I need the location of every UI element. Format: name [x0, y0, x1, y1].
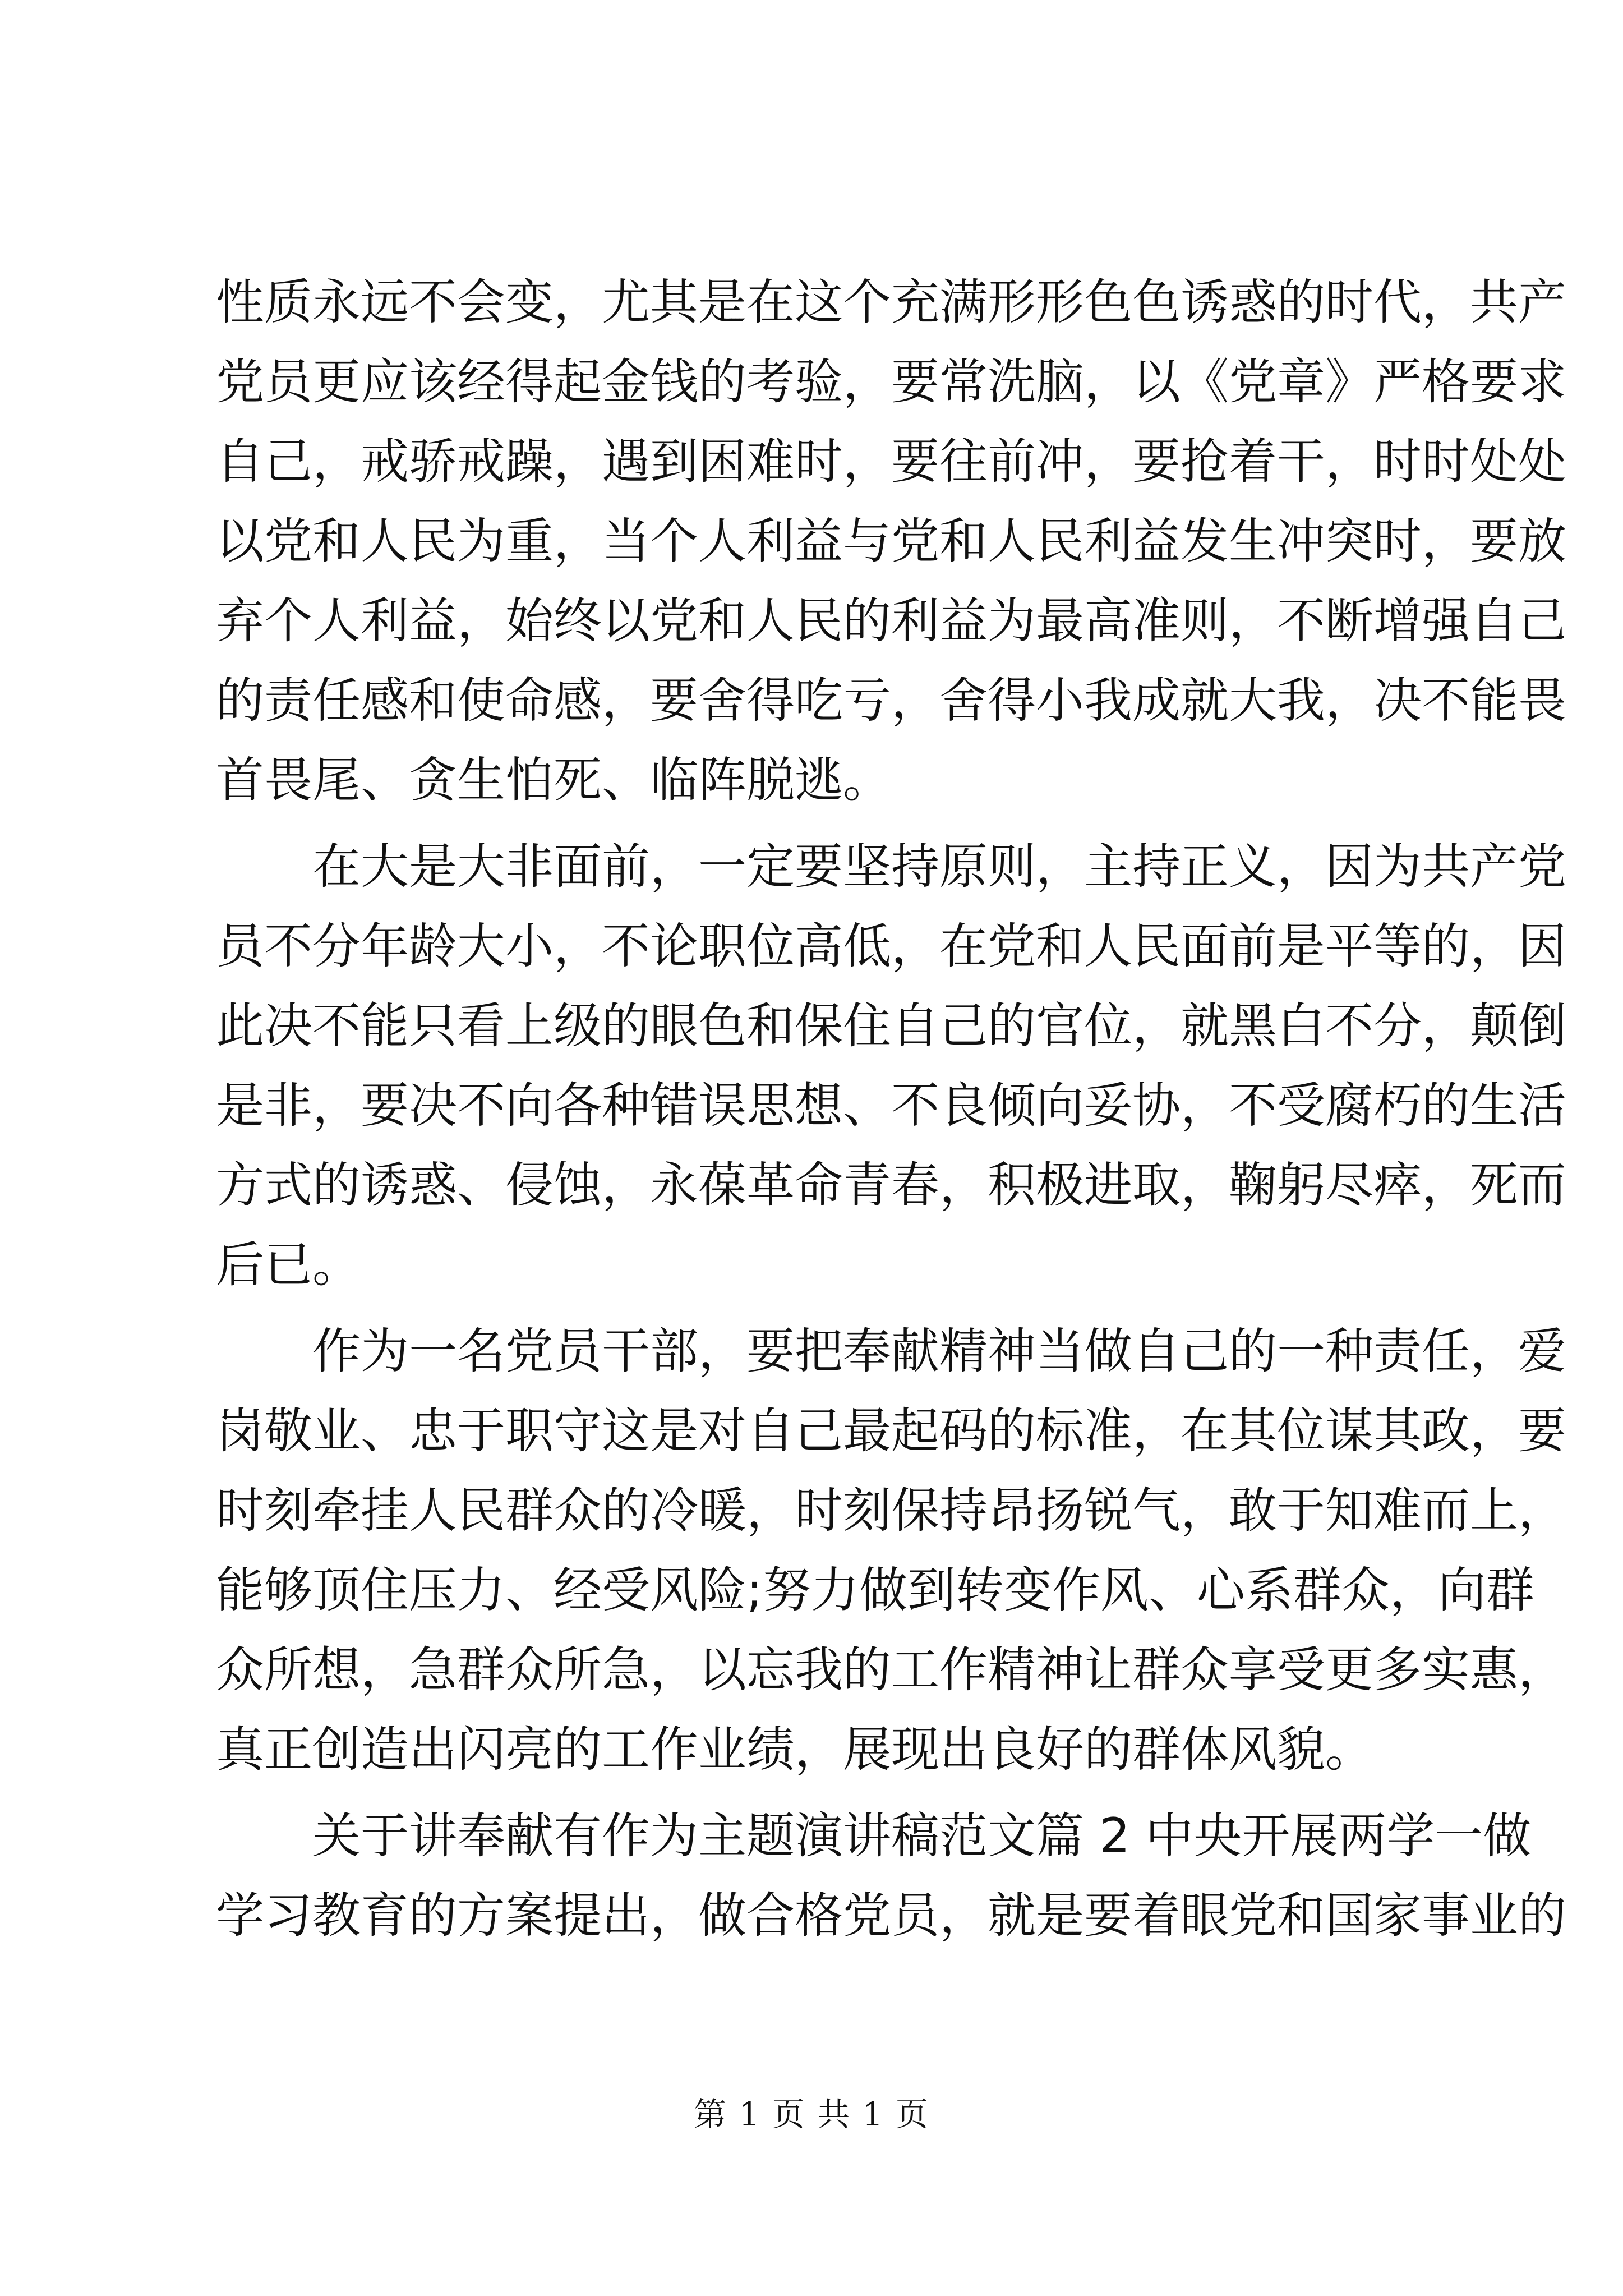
text-line: 的责任感和使命感，要舍得吃亏，舍得小我成就大我，决不能畏 [216, 673, 1566, 729]
text-line: 在大是大非面前，一定要坚持原则，主持正义，因为共产党 [312, 839, 1566, 895]
text-line: 方式的诱惑、侵蚀，永葆革命青春，积极进取，鞠躬尽瘁，死而 [216, 1157, 1566, 1213]
paragraph [216, 1312, 1566, 1789]
text-line: 员不分年龄大小，不论职位高低，在党和人民面前是平等的，因 [216, 918, 1566, 974]
text-line: 学习教育的方案提出，做合格党员，就是要着眼党和国家事业的 [216, 1888, 1566, 1944]
page-footer: 第 1 页 共 1 页 [694, 2095, 929, 2133]
paragraph [216, 827, 1566, 1305]
text-line: 岗敬业、忠于职守这是对自己最起码的标准，在其位谋其政，要 [216, 1403, 1566, 1459]
text-line: 关于讲奉献有作为主题演讲稿范文篇 2 中央开展两学一做 [312, 1808, 1532, 1864]
paragraph-gap [216, 1789, 1422, 1796]
body-text [216, 263, 1566, 1955]
text-line: 弃个人利益，始终以党和人民的利益为最高准则，不断增强自己 [216, 593, 1566, 649]
text-line: 首畏尾、贪生怕死、临阵脱逃。 [216, 752, 891, 808]
text-line: 自己，戒骄戒躁，遇到困难时，要往前冲，要抢着干，时时处处 [216, 434, 1566, 490]
text-line: 能够顶住压力、经受风险;努力做到转变作风、心系群众，向群 [216, 1562, 1534, 1618]
text-line: 此决不能只看上级的眼色和保住自己的官位，就黑白不分，颠倒 [216, 998, 1566, 1054]
text-line: 作为一名党员干部，要把奉献精神当做自己的一种责任，爱 [312, 1323, 1566, 1379]
text-line: 后已。 [216, 1237, 361, 1293]
paragraph-gap [216, 1305, 1422, 1312]
text-line: 众所想，急群众所急，以忘我的工作精神让群众享受更多实惠， [216, 1642, 1566, 1698]
paragraph-gap [216, 820, 1422, 827]
text-line: 性质永远不会变，尤其是在这个充满形形色色诱惑的时代，共产 [216, 274, 1566, 330]
text-line: 党员更应该经得起金钱的考验，要常洗脑，以《党章》严格要求 [216, 354, 1566, 410]
text-line: 真正创造出闪亮的工作业绩，展现出良好的群体风貌。 [216, 1722, 1373, 1778]
text-line: 是非，要决不向各种错误思想、不良倾向妥协，不受腐朽的生活 [216, 1078, 1566, 1134]
paragraph [216, 1796, 1566, 1955]
text-line: 以党和人民为重，当个人利益与党和人民利益发生冲突时，要放 [216, 513, 1566, 569]
paragraph [216, 263, 1566, 820]
text-line: 时刻牵挂人民群众的冷暖，时刻保持昂扬锐气，敢于知难而上， [216, 1483, 1566, 1539]
